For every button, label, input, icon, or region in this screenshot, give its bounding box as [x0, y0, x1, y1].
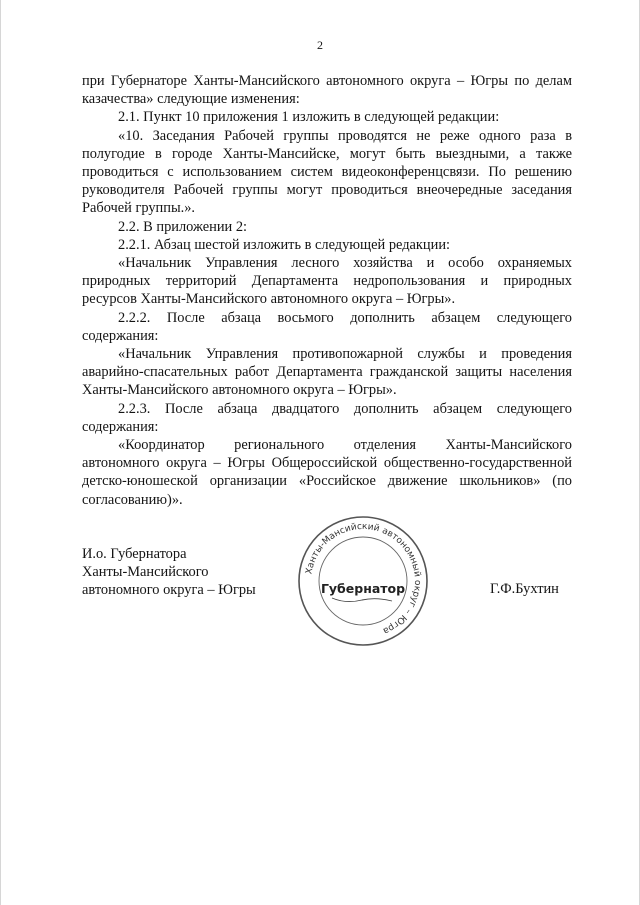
paragraph-2-1: 2.1. Пункт 10 приложения 1 изложить в следующей редакции:	[118, 109, 500, 126]
paragraph-point-10: «10. Заседания Рабочей группы проводятся не реже одного раза в полугодие в городе Ханты-Мансийске, могут быть выездными, а также проводиться с использованием систем видеоконференцсвязи. По решению руководителя Рабочей группы могут проводиться внеочередные заседания Рабочей группы.».	[82, 127, 572, 217]
signatory-position-line2: Ханты-Мансийского	[82, 564, 209, 581]
signature-block	[82, 545, 256, 600]
seal-center-text: Губернатор	[320, 581, 406, 596]
document-body	[82, 72, 572, 509]
paragraph-2-2-1: 2.2.1. Абзац шестой изложить в следующей редакции:	[118, 236, 451, 253]
paragraph-intro: при Губернаторе Ханты-Мансийского автономного округа – Югры по делам казачества» следующие изменения:	[82, 73, 572, 108]
official-seal	[296, 514, 430, 648]
signatory-name: Г.Ф.Бухтин	[490, 581, 559, 597]
signature-stroke	[332, 598, 392, 602]
signatory-position-line3: автономного округа – Югры	[82, 582, 256, 599]
paragraph-forestry-head: «Начальник Управления лесного хозяйства и особо охраняемых природных территорий Департамента недропользования и природных ресурсов Ханты-Мансийского автономного округа – Югры».	[82, 255, 572, 308]
page-number: 2	[317, 38, 323, 52]
paragraph-2-2-3: 2.2.3. После абзаца двадцатого дополнить абзацем следующего содержания:	[82, 400, 572, 435]
signatory-position-line1: И.о. Губернатора	[82, 546, 187, 562]
paragraph-2-2-2: 2.2.2. После абзаца восьмого дополнить абзацем следующего содержания:	[82, 309, 572, 344]
seal-ring-text: Ханты-Мансийский автономный округ – Югра	[304, 521, 423, 636]
paragraph-fire-service-head: «Начальник Управления противопожарной службы и проведения аварийно-спасательных работ Департамента гражданской защиты населения Ханты-Мансийского автономного округа – Югры».	[82, 346, 572, 399]
paragraph-2-2: 2.2. В приложении 2:	[118, 218, 248, 235]
paragraph-coordinator: «Координатор регионального отделения Ханты-Мансийского автономного округа – Югры Общероссийской общественно-государственной детско-юношеской организации «Российское движение школьников» (по согласованию)».	[82, 437, 572, 508]
left-edge-line	[0, 0, 1, 905]
